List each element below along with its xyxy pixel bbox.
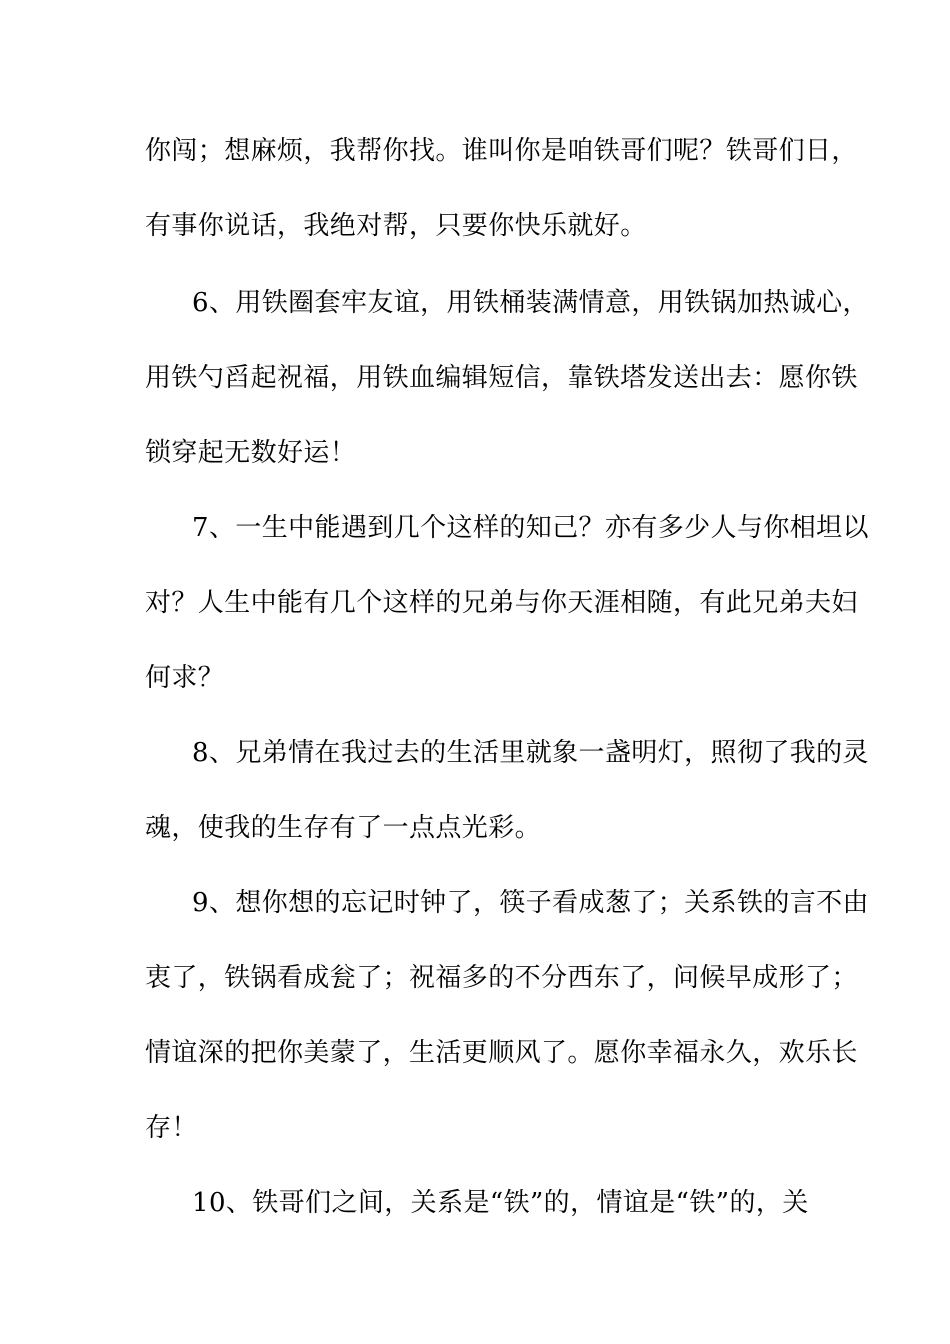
- text-line: 对？人生中能有几个这样的兄弟与你天涯相随，有此兄弟夫妇: [145, 588, 858, 618]
- text-line: 8、兄弟情在我过去的生活里就象一盏明灯，照彻了我的灵: [192, 738, 869, 768]
- text-line: 你闯；想麻烦，我帮你找。谁叫你是咱铁哥们呢？铁哥们日，: [145, 136, 858, 166]
- text-line: 9、想你想的忘记时钟了，筷子看成葱了；关系铁的言不由: [192, 888, 869, 918]
- text-line: 存！: [145, 1113, 198, 1143]
- text-line: 有事你说话，我绝对帮，只要你快乐就好。: [145, 211, 647, 241]
- text-line: 10、铁哥们之间，关系是“铁”的，情谊是“铁”的，关: [192, 1188, 809, 1218]
- text-line: 锁穿起无数好运！: [145, 438, 357, 468]
- text-line: 何求？: [145, 663, 225, 693]
- text-line: 情谊深的把你美蒙了，生活更顺风了。愿你幸福永久，欢乐长: [145, 1038, 858, 1068]
- text-line: 6、用铁圈套牢友谊，用铁桶装满情意，用铁锅加热诚心，: [192, 288, 869, 318]
- text-line: 衷了，铁锅看成瓮了；祝福多的不分西东了，问候早成形了；: [145, 963, 858, 993]
- text-line: 7、一生中能遇到几个这样的知己？亦有多少人与你相坦以: [192, 513, 869, 543]
- text-line: 用铁勺舀起祝福，用铁血编辑短信，靠铁塔发送出去：愿你铁: [145, 363, 858, 393]
- text-line: 魂，使我的生存有了一点点光彩。: [145, 813, 542, 843]
